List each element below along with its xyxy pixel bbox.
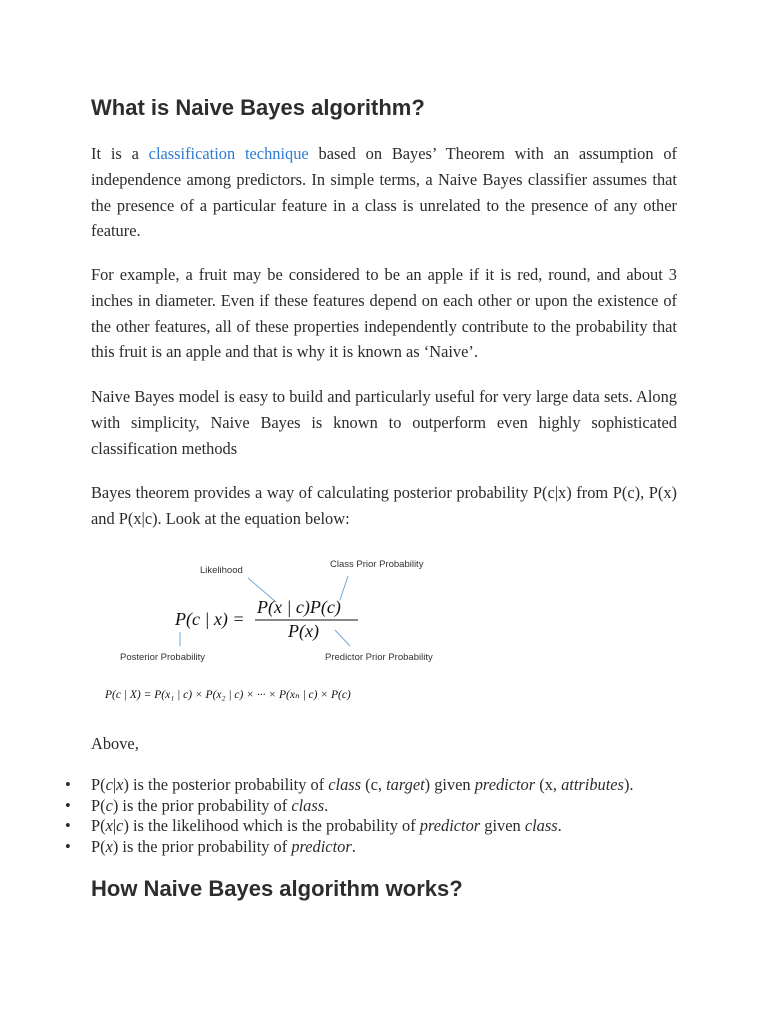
list-item [65, 795, 634, 817]
para-text: based on Bayes’ Theorem with an assumption of independence among predictors. In simple terms, a Naive Bayes classifier assumes that the presence of a particular feature in a class is unrelated to the presence of any other feature. [91, 144, 678, 241]
math-var: x [116, 775, 124, 794]
theorem-paragraph: Bayes theorem provides a way of calculating posterior probability P(c|x) from P(c), P(x) and P(x|c). Look at the equation below: [91, 483, 677, 528]
bullet-icon: • [65, 795, 71, 815]
predictor-prior-label: Predictor Prior Probability [325, 652, 433, 663]
text: given [480, 816, 525, 836]
model-paragraph: Naive Bayes model is easy to build and particularly useful for very large data sets. Along with simplicity, Naive Bayes is known to outperform even highly sophisticated classification methods [91, 387, 677, 458]
text: ). [623, 775, 634, 794]
emphasis: class [524, 816, 558, 836]
section-heading: What is Naive Bayes algorithm? [91, 95, 425, 120]
emphasis: attributes [561, 775, 624, 794]
posterior-label: Posterior Probability [120, 652, 206, 663]
emphasis: predictor [474, 775, 536, 794]
list-item [65, 816, 634, 837]
intro-paragraph [91, 141, 677, 244]
bullet-icon: • [65, 775, 71, 794]
text: . [557, 816, 562, 836]
likelihood-label: Likelihood [200, 565, 243, 576]
equation-denominator: P(x) [288, 621, 319, 641]
emphasis: target [386, 775, 425, 794]
bullet-icon: • [65, 816, 71, 836]
text: | [112, 775, 117, 794]
class-prior-arrow [340, 576, 348, 600]
text: ) given [424, 775, 475, 794]
example-paragraph: For example, a fruit may be considered to be an apple if it is red, round, and about 3 inches in diameter. Even if these features depend on each other or upon the existence of the other features, all of these properties independently contribute to the probability that this fruit is an apple and that is why it is known as ‘Naive’. [91, 265, 677, 362]
text: ) is the prior probability of [112, 795, 292, 815]
equation-lhs: P(c | x) = [175, 609, 245, 629]
emphasis: predictor [419, 816, 481, 836]
bullet-icon: • [65, 836, 71, 856]
math-var: c [116, 816, 124, 836]
text: P( [91, 775, 106, 794]
text: (x, [535, 775, 562, 794]
text: (c, [361, 775, 387, 794]
equation-numerator: P(x | c)P(c) [257, 597, 341, 617]
text: ) is the likelihood which is the probability of [123, 816, 420, 836]
math-var: x [105, 836, 113, 856]
class-prior-label: Class Prior Probability [330, 559, 424, 570]
text: ) is the prior probability of [112, 836, 292, 856]
text: P( [91, 795, 106, 815]
section-heading-works: How Naive Bayes algorithm works? [91, 876, 463, 901]
above-text: Above, [91, 734, 139, 753]
text: ) is the posterior probability of [123, 775, 329, 794]
emphasis: class [291, 795, 325, 815]
predictor-prior-arrow [335, 630, 350, 646]
math-var: c [105, 795, 113, 815]
text: P( [91, 816, 106, 836]
math-var: x [105, 816, 113, 836]
bayes-equation-figure [100, 548, 480, 710]
classification-technique-link[interactable]: classification technique [148, 144, 309, 163]
para-text: It is a [91, 144, 149, 163]
expanded-equation: P(c | X) = P(x₁ | c) × P(x₂ | c) × ··· × P(xₙ | c) × P(c) [105, 689, 351, 701]
math-var: c [105, 775, 113, 794]
emphasis: class [328, 775, 362, 794]
text: | [112, 816, 117, 836]
list-item [65, 836, 634, 858]
text: . [351, 836, 356, 856]
text: . [324, 795, 329, 815]
list-item [65, 775, 634, 796]
text: P( [91, 836, 106, 856]
emphasis: predictor [291, 836, 352, 856]
definitions-list [65, 775, 634, 857]
